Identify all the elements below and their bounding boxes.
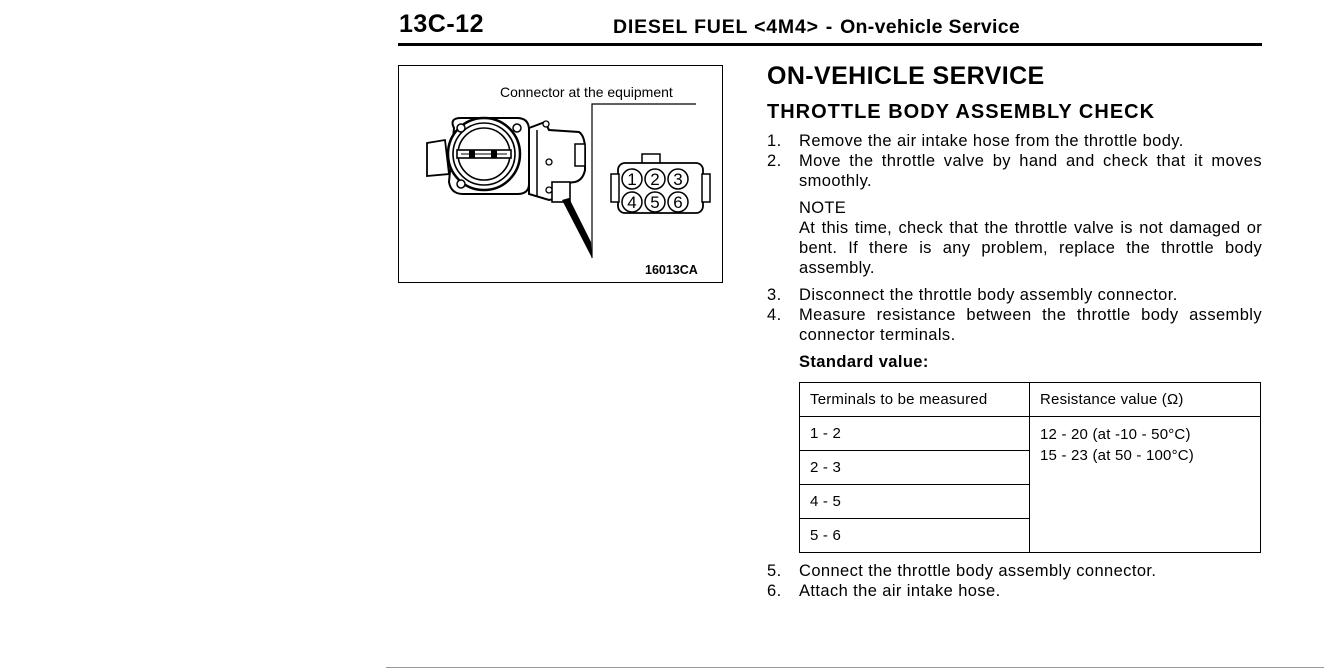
- table-cell-terminals: 2 - 3: [800, 451, 1030, 485]
- step-text: Remove the air intake hose from the throttle body.: [799, 132, 1184, 150]
- step-number: 3.: [767, 286, 782, 304]
- header-separator: -: [825, 16, 834, 38]
- page-header-title: [613, 16, 1020, 39]
- table-row: [800, 417, 1261, 451]
- table-header-row: [800, 383, 1261, 417]
- table-header: Terminals to be measured: [800, 383, 1030, 417]
- pin-label: 3: [673, 170, 683, 189]
- figure-caption: Connector at the equipment: [500, 84, 673, 100]
- bottom-rule: [386, 667, 1324, 668]
- figure-code: 16013CA: [645, 263, 698, 277]
- step-text: Measure resistance between the throttle body assembly connector terminals.: [799, 306, 1262, 344]
- step-number: 4.: [767, 306, 782, 324]
- list-item: [767, 581, 1262, 601]
- table-cell-terminals: 4 - 5: [800, 485, 1030, 519]
- procedure-column: [767, 60, 1262, 601]
- step-number: 6.: [767, 582, 782, 600]
- step-text: Connect the throttle body assembly connector.: [799, 562, 1157, 580]
- table-cell-terminals: 1 - 2: [800, 417, 1030, 451]
- page-number: 13C-12: [399, 10, 484, 38]
- step-text: Disconnect the throttle body assembly connector.: [799, 286, 1178, 304]
- pin-label: 4: [627, 193, 637, 212]
- resistance-table: [799, 382, 1261, 553]
- throttle-body-figure: [398, 65, 723, 283]
- step-text: Attach the air intake hose.: [799, 582, 1001, 600]
- list-item: [767, 151, 1262, 191]
- resistance-value: 12 - 20 (at -10 - 50°C): [1040, 426, 1191, 443]
- list-item: [767, 131, 1262, 151]
- standard-value-label: Standard value:: [799, 353, 929, 371]
- list-item: [767, 285, 1262, 305]
- pin-label: 6: [673, 193, 683, 212]
- pin-label: 5: [650, 193, 660, 212]
- note-text: At this time, check that the throttle valve is not damaged or bent. If there is any problem, replace the throttle body assembly.: [799, 219, 1262, 277]
- note-label: NOTE: [799, 199, 847, 217]
- table-cell-terminals: 5 - 6: [800, 519, 1030, 553]
- pin-label: 2: [650, 170, 660, 189]
- resistance-value: 15 - 23 (at 50 - 100°C): [1040, 447, 1195, 464]
- table-header: Resistance value (Ω): [1030, 383, 1261, 417]
- step-number: 2.: [767, 152, 782, 170]
- header-rule: [398, 43, 1262, 46]
- list-item: [767, 561, 1262, 581]
- step-number: 5.: [767, 562, 782, 580]
- final-steps: [767, 561, 1262, 601]
- pin-label: 1: [627, 170, 637, 189]
- header-subtitle: On-vehicle Service: [840, 16, 1021, 38]
- table-cell-resistance: [1030, 417, 1261, 553]
- section-title: ON-VEHICLE SERVICE: [767, 62, 1045, 90]
- note-block: [799, 198, 1262, 278]
- step-text: Move the throttle valve by hand and check that it moves smoothly.: [799, 152, 1262, 190]
- subsection-title: THROTTLE BODY ASSEMBLY CHECK: [767, 101, 1156, 123]
- header-title-text: DIESEL FUEL <4M4>: [613, 16, 819, 38]
- step-number: 1.: [767, 132, 782, 150]
- list-item: [767, 305, 1262, 345]
